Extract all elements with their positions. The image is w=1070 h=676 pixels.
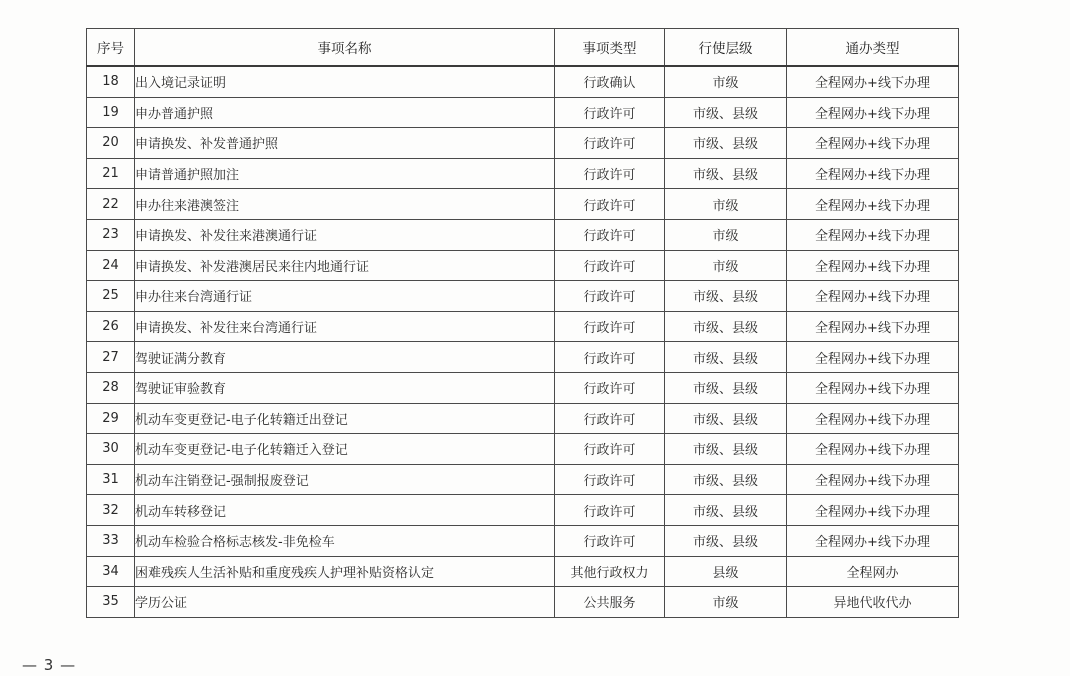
table-row [87, 219, 959, 250]
cell-type: 行政许可 [555, 372, 665, 403]
cell-no: 35 [87, 587, 135, 618]
cell-name: 机动车注销登记-强制报废登记 [135, 464, 555, 495]
cell-level: 市级、县级 [665, 434, 787, 465]
cell-type: 其他行政权力 [555, 556, 665, 587]
cell-type: 行政许可 [555, 189, 665, 220]
cell-mode: 全程网办+线下办理 [787, 403, 959, 434]
table-row [87, 250, 959, 281]
table-row [87, 281, 959, 312]
cell-no: 33 [87, 525, 135, 556]
cell-type: 行政许可 [555, 128, 665, 159]
cell-no: 26 [87, 311, 135, 342]
table-row [87, 97, 959, 128]
cell-no: 24 [87, 250, 135, 281]
cell-name: 机动车转移登记 [135, 495, 555, 526]
header-name: 事项名称 [135, 29, 555, 67]
cell-type: 行政许可 [555, 342, 665, 373]
table-row [87, 587, 959, 618]
cell-mode: 异地代收代办 [787, 587, 959, 618]
table-row [87, 434, 959, 465]
cell-name: 学历公证 [135, 587, 555, 618]
cell-name: 困难残疾人生活补贴和重度残疾人护理补贴资格认定 [135, 556, 555, 587]
table-row [87, 158, 959, 189]
cell-name: 申办普通护照 [135, 97, 555, 128]
cell-mode: 全程网办+线下办理 [787, 342, 959, 373]
cell-level: 市级 [665, 66, 787, 97]
cell-mode: 全程网办+线下办理 [787, 281, 959, 312]
cell-no: 29 [87, 403, 135, 434]
cell-no: 18 [87, 66, 135, 97]
table-row [87, 128, 959, 159]
cell-name: 申请换发、补发普通护照 [135, 128, 555, 159]
cell-no: 34 [87, 556, 135, 587]
header-no: 序号 [87, 29, 135, 67]
cell-type: 行政许可 [555, 495, 665, 526]
cell-no: 25 [87, 281, 135, 312]
table-row [87, 556, 959, 587]
cell-level: 市级、县级 [665, 464, 787, 495]
cell-type: 行政许可 [555, 158, 665, 189]
cell-type: 行政确认 [555, 66, 665, 97]
cell-level: 市级 [665, 219, 787, 250]
cell-name: 申请换发、补发往来台湾通行证 [135, 311, 555, 342]
cell-name: 申请普通护照加注 [135, 158, 555, 189]
cell-mode: 全程网办+线下办理 [787, 189, 959, 220]
cell-level: 市级、县级 [665, 158, 787, 189]
table-body [87, 66, 959, 617]
table-row [87, 495, 959, 526]
cell-mode: 全程网办+线下办理 [787, 158, 959, 189]
cell-no: 23 [87, 219, 135, 250]
cell-name: 驾驶证审验教育 [135, 372, 555, 403]
cell-level: 市级、县级 [665, 281, 787, 312]
cell-mode: 全程网办+线下办理 [787, 434, 959, 465]
cell-no: 28 [87, 372, 135, 403]
cell-no: 32 [87, 495, 135, 526]
cell-type: 行政许可 [555, 525, 665, 556]
cell-mode: 全程网办+线下办理 [787, 311, 959, 342]
cell-level: 市级 [665, 587, 787, 618]
cell-no: 19 [87, 97, 135, 128]
table-row [87, 372, 959, 403]
cell-name: 申请换发、补发往来港澳通行证 [135, 219, 555, 250]
cell-name: 驾驶证满分教育 [135, 342, 555, 373]
cell-mode: 全程网办+线下办理 [787, 219, 959, 250]
cell-type: 公共服务 [555, 587, 665, 618]
cell-mode: 全程网办+线下办理 [787, 66, 959, 97]
cell-mode: 全程网办+线下办理 [787, 250, 959, 281]
cell-name: 机动车检验合格标志核发-非免检车 [135, 525, 555, 556]
cell-type: 行政许可 [555, 250, 665, 281]
cell-type: 行政许可 [555, 311, 665, 342]
cell-mode: 全程网办 [787, 556, 959, 587]
cell-level: 市级 [665, 250, 787, 281]
table-row [87, 464, 959, 495]
table-row [87, 66, 959, 97]
cell-level: 市级、县级 [665, 403, 787, 434]
table-row [87, 403, 959, 434]
service-items-table [86, 28, 959, 618]
cell-level: 县级 [665, 556, 787, 587]
cell-name: 申办往来港澳签注 [135, 189, 555, 220]
table-row [87, 525, 959, 556]
table-header [87, 29, 959, 67]
cell-mode: 全程网办+线下办理 [787, 97, 959, 128]
cell-name: 机动车变更登记-电子化转籍迁入登记 [135, 434, 555, 465]
cell-type: 行政许可 [555, 403, 665, 434]
cell-level: 市级 [665, 189, 787, 220]
cell-level: 市级、县级 [665, 311, 787, 342]
cell-no: 30 [87, 434, 135, 465]
cell-name: 申请换发、补发港澳居民来往内地通行证 [135, 250, 555, 281]
page-number: — 3 — [22, 656, 77, 674]
cell-mode: 全程网办+线下办理 [787, 372, 959, 403]
cell-type: 行政许可 [555, 219, 665, 250]
table-row [87, 189, 959, 220]
cell-name: 申办往来台湾通行证 [135, 281, 555, 312]
cell-name: 机动车变更登记-电子化转籍迁出登记 [135, 403, 555, 434]
table-row [87, 311, 959, 342]
cell-level: 市级、县级 [665, 372, 787, 403]
header-mode: 通办类型 [787, 29, 959, 67]
header-type: 事项类型 [555, 29, 665, 67]
cell-level: 市级、县级 [665, 128, 787, 159]
cell-level: 市级、县级 [665, 97, 787, 128]
cell-no: 22 [87, 189, 135, 220]
cell-type: 行政许可 [555, 434, 665, 465]
cell-no: 21 [87, 158, 135, 189]
cell-no: 31 [87, 464, 135, 495]
cell-level: 市级、县级 [665, 525, 787, 556]
cell-level: 市级、县级 [665, 342, 787, 373]
cell-no: 20 [87, 128, 135, 159]
cell-mode: 全程网办+线下办理 [787, 495, 959, 526]
cell-no: 27 [87, 342, 135, 373]
cell-type: 行政许可 [555, 464, 665, 495]
table-header-row [87, 29, 959, 67]
cell-mode: 全程网办+线下办理 [787, 525, 959, 556]
cell-type: 行政许可 [555, 281, 665, 312]
cell-level: 市级、县级 [665, 495, 787, 526]
header-level: 行使层级 [665, 29, 787, 67]
cell-name: 出入境记录证明 [135, 66, 555, 97]
cell-mode: 全程网办+线下办理 [787, 128, 959, 159]
cell-type: 行政许可 [555, 97, 665, 128]
table-row [87, 342, 959, 373]
cell-mode: 全程网办+线下办理 [787, 464, 959, 495]
